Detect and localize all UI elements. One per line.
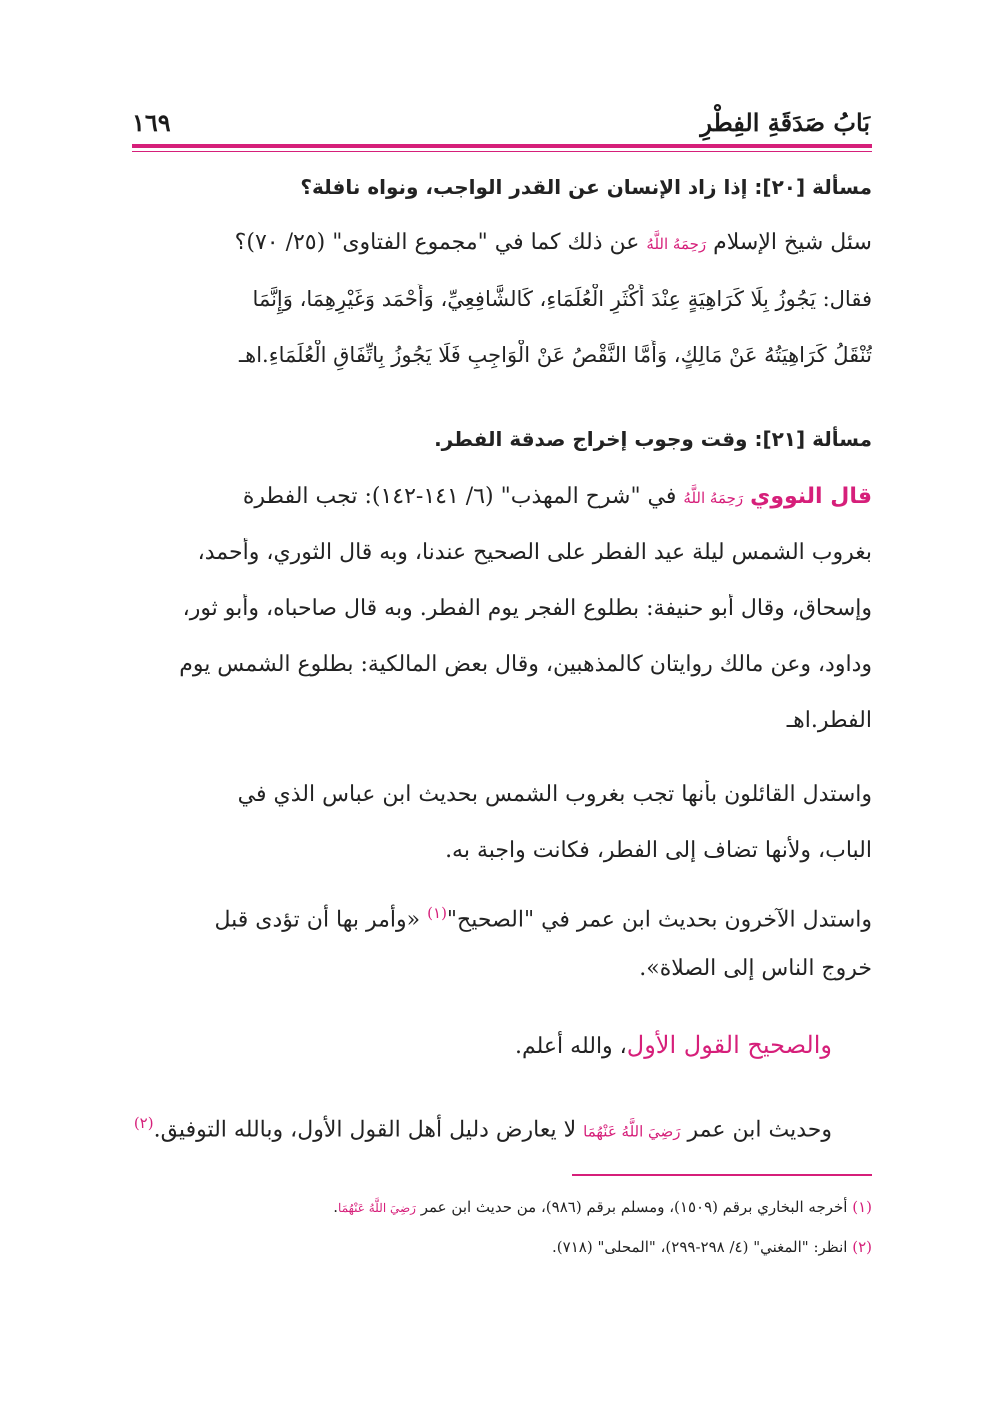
q20-line-2: فقال: يَجُوزُ بِلَا كَرَاهِيَةٍ عِنْدَ أَكْثَرِ الْعُلَمَاءِ، كَالشَّافِعِيِّ، وَأَحْمَد وَغَيْرِهِمَا، وَإِنَّمَا — [252, 287, 872, 311]
para2-line-1: واستدل القائلون بأنها تجب بغروب الشمس بحديث ابن عباس الذي في — [237, 782, 872, 807]
footnote-1: (١) أخرجه البخاري برقم (١٥٠٩)، ومسلم برقم (٩٨٦)، من حديث ابن عمر رَضِيَ اللَّهُ عَنْهُمَا. — [333, 1198, 872, 1216]
para4-rest: ، والله أعلم. — [515, 1034, 627, 1059]
para3-text-b: «وأمر بها أن تؤدى قبل — [214, 907, 421, 933]
footnote-2-text: انظر: "المغني" (٤/ ٢٩٨-٢٩٩)، "المحلى" (٧١٨). — [552, 1238, 848, 1256]
para3-line-2: خروج الناس إلى الصلاة». — [639, 956, 872, 981]
honorific-rahimahullah: رَحِمَهُ اللَّهُ — [646, 235, 707, 253]
footnote-ref-2[interactable]: (٢) — [133, 1114, 154, 1132]
q21-text: في "شرح المهذب" (٦/ ١٤١-١٤٢): تجب الفطرة — [242, 484, 677, 509]
footnote-1-text: أخرجه البخاري برقم (١٥٠٩)، ومسلم برقم (٩٨٦)، من حديث ابن عمر — [420, 1198, 848, 1216]
footnote-1-number: (١) — [852, 1198, 872, 1216]
footnote-2 — [132, 1236, 872, 1258]
para3-line-1 — [132, 898, 872, 938]
q20-text-a: سئل شيخ الإسلام — [713, 230, 872, 255]
document-page — [132, 0, 872, 1418]
honorific-radiallahu-anhuma: رَضِيَ اللَّهُ عَنْهُمَا — [583, 1122, 681, 1141]
page-number: ١٦٩ — [132, 108, 171, 137]
question-21-title: مسألة [٢١]: وقت وجوب إخراج صدقة الفطر. — [434, 427, 872, 451]
para5-text-b: لا يعارض دليل أهل القول الأول، وبالله التوفيق. — [153, 1117, 577, 1143]
honorific-rahimahullah: رَحِمَهُ اللَّهُ — [683, 489, 744, 507]
q21-line-2: بغروب الشمس ليلة عيد الفطر على الصحيح عندنا، وبه قال الثوري، وأحمد، — [197, 540, 872, 565]
footnote-2-number: (٢) — [852, 1238, 872, 1256]
footnote-ref-1[interactable]: (١) — [427, 904, 447, 922]
q20-text-b: عن ذلك كما في "مجموع الفتاوى" (٢٥/ ٧٠)؟ — [234, 230, 640, 255]
correct-opinion-highlight: والصحيح القول الأول — [626, 1031, 832, 1059]
q20-line-3: تُنْقَلُ كَرَاهِيَتُهُ عَنْ مَالِكٍ، وَأَمَّا النَّقْصُ عَنْ الْوَاجِبِ فَلَا يَجُوزُ بِاتِّفَاقِ الْعُلَمَاءِ.اهـ — [238, 343, 872, 367]
para3-text-a: واستدل الآخرون بحديث ابن عمر في "الصحيح" — [446, 907, 872, 933]
para2-line-2: الباب، ولأنها تضاف إلى الفطر، فكانت واجبة به. — [445, 838, 872, 863]
footnote-separator — [572, 1174, 872, 1176]
speaker-nawawi: قال النووي — [750, 484, 872, 509]
chapter-title: بَابُ صَدَقَةِ الفِطْرِ — [700, 108, 870, 137]
question-20-title: مسألة [٢٠]: إذا زاد الإنسان عن القدر الواجب، ونواه نافلة؟ — [300, 175, 872, 199]
q21-line-1 — [132, 482, 872, 522]
q20-line-1 — [132, 228, 872, 268]
page-header — [132, 108, 872, 144]
header-rule — [132, 144, 872, 148]
q21-line-5: الفطر.اهـ — [786, 708, 872, 733]
para5-text-a: وحديث ابن عمر — [687, 1117, 832, 1143]
para4-line — [132, 1030, 832, 1070]
honorific-radiallahu-anhuma: رَضِيَ اللَّهُ عَنْهُمَا — [338, 1201, 416, 1215]
q21-line-4: وداود، وعن مالك روايتان كالمذهبين، وقال بعض المالكية: بطلوع الشمس يوم — [179, 652, 872, 677]
para5-line — [132, 1108, 832, 1148]
q21-line-3: وإسحاق، وقال أبو حنيفة: بطلوع الفجر يوم الفطر. وبه قال صاحباه، وأبو ثور، — [182, 596, 872, 621]
header-rule-thin — [132, 151, 872, 152]
